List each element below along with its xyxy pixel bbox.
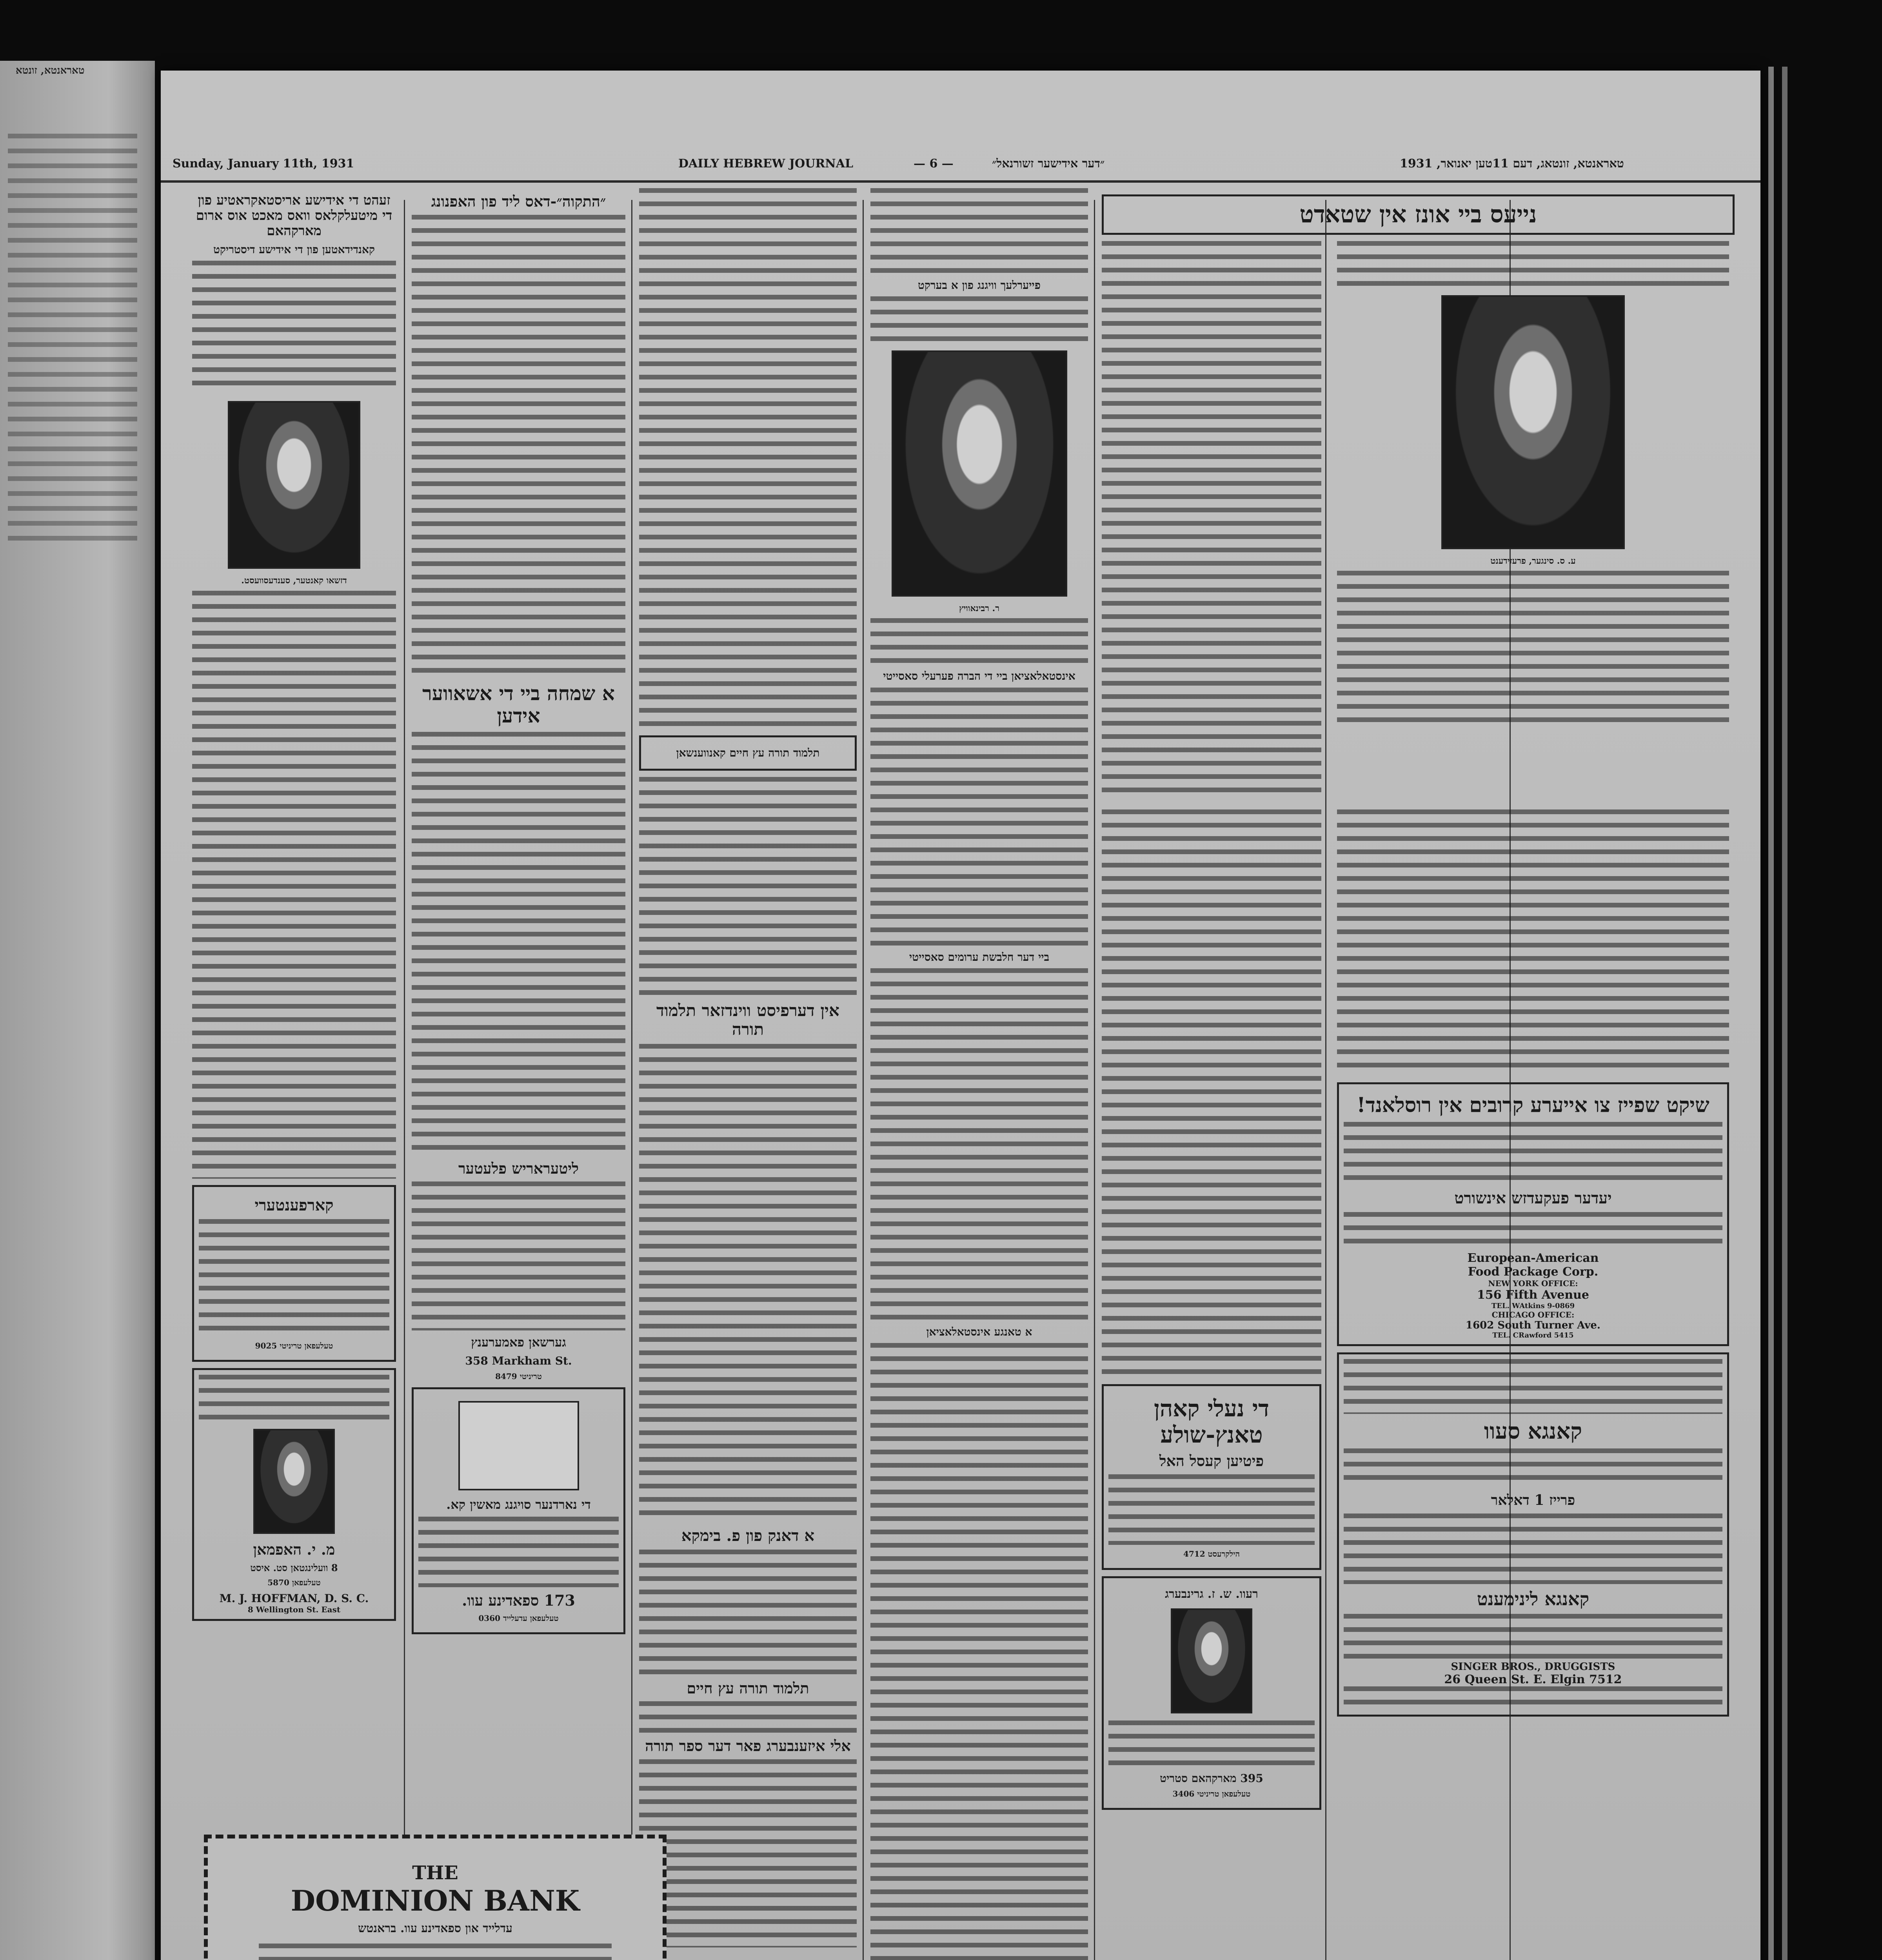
ad-address: 8 וועלינגטאן סט. איסט: [250, 1562, 338, 1574]
ad-name-en: M. J. HOFFMAN, D. S. C.: [219, 1592, 369, 1605]
greenberg-ad: [1102, 1576, 1321, 1810]
column-4-headline: פייערלעך וויגנג פון א בערקט: [918, 279, 1041, 292]
ad-title: שיקט שפייז צו אייערע קרובים אין רוסלאנד!: [1357, 1093, 1709, 1117]
ad-company-en: European-American: [1467, 1251, 1599, 1265]
column-2: [412, 188, 625, 1960]
convention-notice: [639, 735, 857, 771]
author-name: גערשאן פאמערענץ: [471, 1335, 566, 1350]
ad-subtitle: פיטיען קעסל האל: [1159, 1452, 1264, 1470]
column-3-headline-3: א דאנק פון פ. בימקא: [681, 1526, 815, 1545]
masthead-page-number: — 6 —: [914, 157, 954, 171]
ad-office-address: 156 Fifth Avenue: [1477, 1288, 1590, 1302]
previous-page-fragment: [0, 61, 155, 1960]
column-4-headline-2: אינסטאלאציאן ביי די הברה פערעלי סאסייטי: [883, 670, 1075, 683]
ad-subtitle: יעדער פעקעדזש אינשורט: [1454, 1189, 1612, 1207]
photo-caption: ע. ס. סינגער, פרעזידענט: [1490, 556, 1576, 566]
hoffman-portrait: [253, 1429, 335, 1534]
column-5: [1102, 188, 1745, 1960]
ad-store-address: 26 Queen St. E.: [1444, 1673, 1546, 1687]
previous-page-column: [8, 123, 137, 1960]
hoffman-ad: [192, 1368, 396, 1621]
ad-office-label: CHICAGO OFFICE:: [1491, 1310, 1575, 1319]
food-package-ad: [1337, 1082, 1729, 1346]
ad-subtitle: קאנגא לינימענט: [1477, 1588, 1590, 1610]
ad-store-phone: Elgin 7512: [1550, 1673, 1622, 1687]
masthead-title-en: DAILY HEBREW JOURNAL: [678, 157, 854, 171]
ad-store-address-en: [1344, 1673, 1722, 1686]
ad-address: 173 ספאדינע עוו.: [462, 1591, 575, 1609]
ad-office-telephone: TEL. CRawford 5415: [1492, 1331, 1574, 1339]
masthead-date-en: Sunday, January 11th, 1931: [173, 157, 354, 171]
ad-title: רעוו. ש. ז. גרינבערג: [1165, 1587, 1258, 1601]
carpentry-notice: [192, 1185, 396, 1362]
newspaper-page: [161, 71, 1760, 1960]
bank-title: DOMINION BANK: [291, 1884, 580, 1917]
sewing-machine-image: [458, 1401, 579, 1490]
ad-address-en: 8 Wellington St. East: [247, 1605, 341, 1615]
banner-title: נייעס ביי אונז אין שטאדט: [1299, 201, 1537, 228]
bank-title-the: THE: [412, 1862, 458, 1884]
ad-address: 395 מארקהאם סטריט: [1160, 1771, 1263, 1785]
ad-office-label: NEW YORK OFFICE:: [1488, 1278, 1578, 1288]
ad-telephone: הילקרעסט 4712: [1183, 1549, 1240, 1559]
masthead-date-yi: טאראנטא, זונטאג, דעם 11טען יאנואר, 1931: [1400, 157, 1624, 171]
ad-price: פרייז 1 דאלאר: [1491, 1492, 1575, 1509]
column-1-subheadline: קאנדידאטען פון די אידישע דיסטריקט: [213, 243, 375, 256]
column-4: [870, 188, 1088, 1960]
photo-caption: דזשאו קאנטער, סענדעסוועסט.: [241, 575, 347, 586]
page-edge: [1768, 67, 1774, 1960]
ad-office-address: 1602 South Turner Ave.: [1466, 1319, 1600, 1331]
column-1-headline: זעהט די אידישע אריסטאקראטיע פון די מיטעלקלאס וואס מאכט אוס ארום מארקהאם: [196, 192, 392, 239]
masthead: [161, 157, 1760, 183]
ad-name: מ. י. האפמאן: [253, 1540, 335, 1558]
masthead-title-yi: ״דער אידישער זשורנאל״: [992, 157, 1105, 171]
ad-company-en: Food Package Corp.: [1468, 1265, 1599, 1279]
section-heading: ליטעראריש פלעטער: [458, 1159, 579, 1177]
author-telephone: טריניטי 8479: [495, 1372, 542, 1381]
greenberg-portrait: [1171, 1608, 1252, 1713]
ad-title: די נעלי קאהן טאנץ-שולע: [1154, 1395, 1269, 1448]
dominion-bank-ad: [204, 1835, 667, 1960]
bank-branch: עדלייד און ספאדינע עוו. בראנטש: [358, 1922, 512, 1935]
previous-page-header: טאראנטא, זונטא: [16, 65, 85, 76]
dance-school-ad: [1102, 1384, 1321, 1570]
column-1: [192, 188, 396, 1960]
column-4-headline-4: א טאנגע אינסטאלאציאן: [926, 1325, 1032, 1338]
telephone: טעלעפאן טריניטי 9025: [255, 1341, 333, 1350]
singer-portrait: [1441, 295, 1625, 549]
ad-telephone: טעלעפאן 5870: [267, 1578, 321, 1588]
rabinovitz-portrait: [892, 350, 1067, 597]
column-2-headline: ״התקוה״-דאס ליד פון האפנונג: [431, 192, 606, 210]
column-3: [639, 188, 857, 1960]
ad-office-telephone: TEL. WAtkins 9-0869: [1491, 1301, 1575, 1310]
section-heading: קארפענטערי: [254, 1196, 334, 1214]
column-3-headline: אין דערפיסט ווינדזאר תלמוד תורה: [656, 1001, 840, 1039]
ad-telephone: טעלעפאן טריניטי 3406: [1172, 1789, 1251, 1798]
ad-store-en: SINGER BROS., DRUGGISTS: [1451, 1661, 1615, 1673]
page-edge: [1782, 67, 1788, 1960]
column-3-headline-4: תלמוד תורה עץ חיים: [687, 1679, 809, 1697]
local-news-banner: [1102, 194, 1735, 235]
ad-title: קאנגא סעוו: [1484, 1418, 1582, 1444]
column-3-headline-5: אלי איזענבערג פאר דער ספר תורה: [645, 1737, 851, 1755]
author-address: 358 Markham St.: [465, 1354, 572, 1368]
portrait-photo: [228, 401, 360, 569]
konga-salve-ad: [1337, 1352, 1729, 1717]
column-4-headline-3: ביי דער חלבשת ערומים סאסייטי: [909, 950, 1050, 964]
ad-title: די נארדנער סויגנג מאשין קא.: [446, 1497, 591, 1512]
column-2-headline-2: א שמחה ביי די אשאווער אידען: [422, 681, 615, 728]
notice-heading: תלמוד תורה עץ חיים קאנווענשאן: [676, 746, 820, 759]
sewing-machine-ad: [412, 1387, 625, 1634]
ad-telephone: טעלעפאן עדעלייד 0360: [478, 1613, 559, 1623]
photo-caption: ר. רבינאוויץ: [959, 603, 1000, 614]
